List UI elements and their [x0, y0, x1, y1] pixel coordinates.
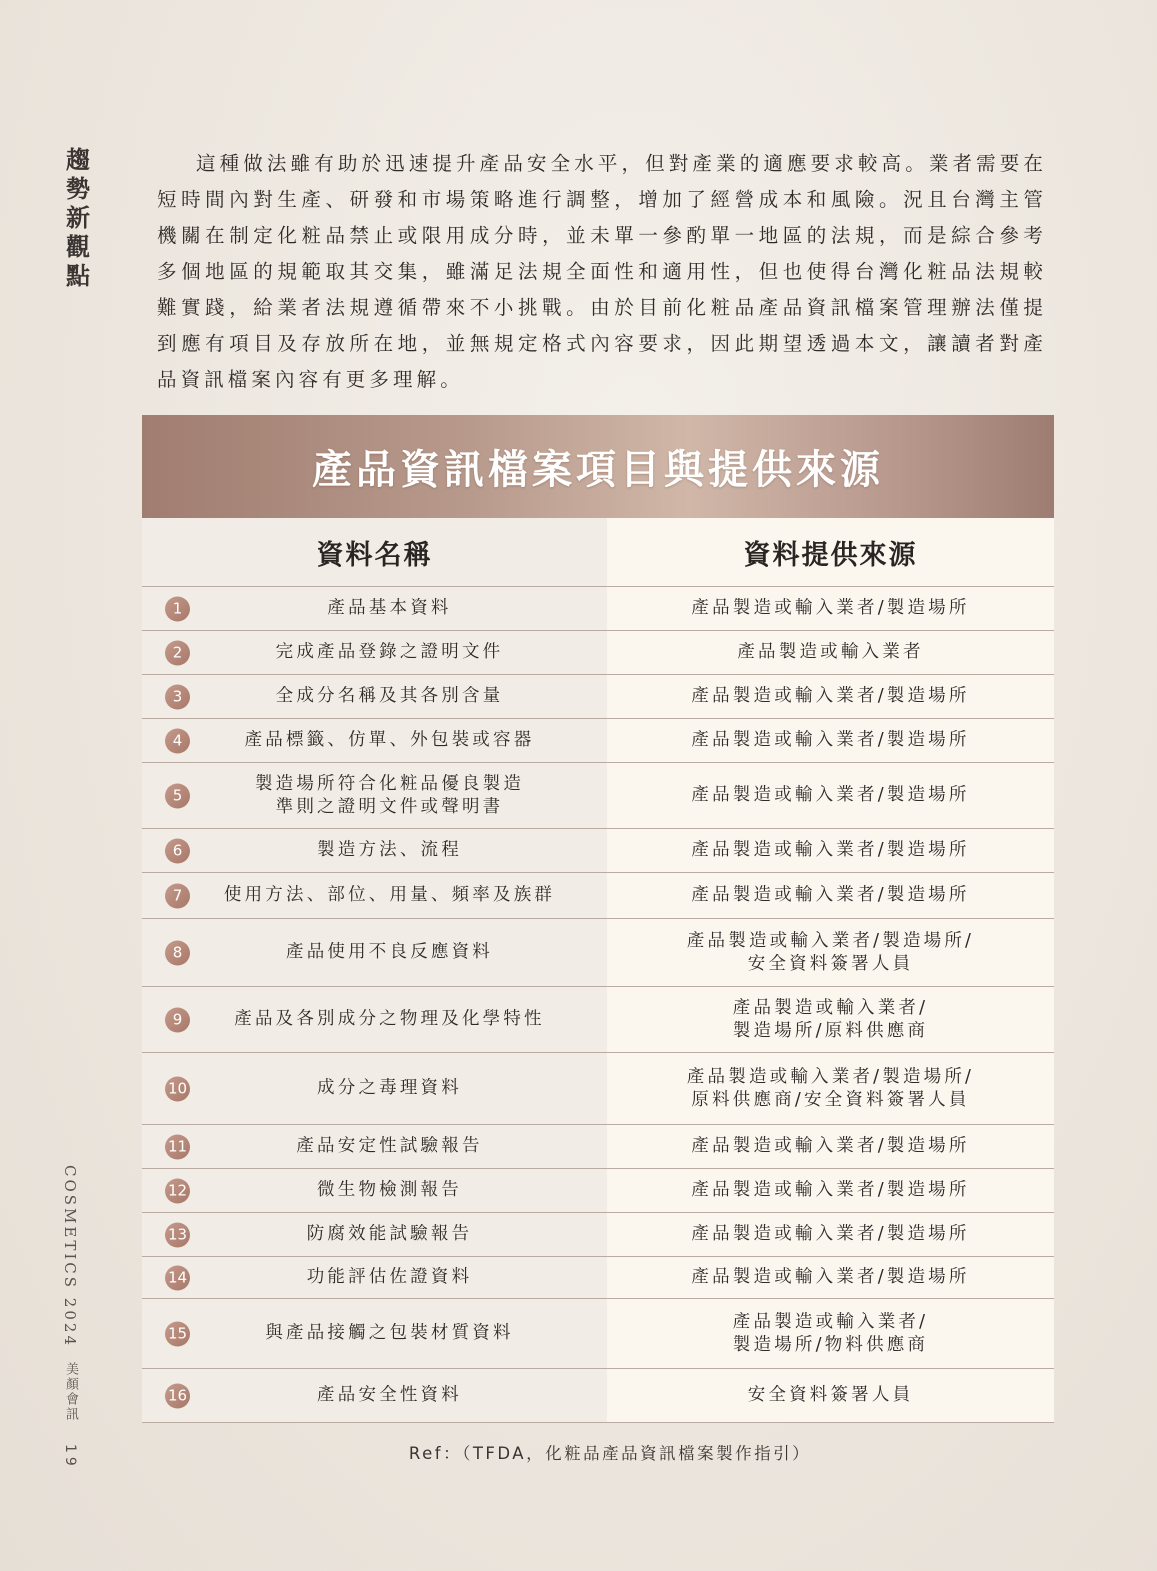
- item-source-line: 產品製造或輸入業者/製造場所: [691, 840, 970, 860]
- item-name-line: 全成分名稱及其各別含量: [275, 686, 504, 706]
- item-source-cell: [607, 719, 1054, 763]
- table-row: [142, 675, 1054, 719]
- item-number-badge: 10: [165, 1076, 190, 1101]
- item-source-cell: [607, 1169, 1054, 1213]
- item-name-cell: [142, 873, 607, 919]
- item-source-line: 產品製造或輸入業者: [737, 642, 924, 662]
- item-name-line: 準則之證明文件或聲明書: [275, 796, 504, 817]
- item-source-line: 產品製造或輸入業者/製造場所: [691, 598, 970, 618]
- item-name-cell: [142, 987, 607, 1053]
- item-source-line: 原料供應商/安全資料簽署人員: [691, 1089, 970, 1110]
- item-source-line: 安全資料簽署人員: [747, 1385, 914, 1405]
- item-number-badge: 15: [165, 1321, 190, 1346]
- item-name-line: 產品及各別成分之物理及化學特性: [234, 1009, 545, 1029]
- item-name-line: 產品安定性試驗報告: [296, 1136, 483, 1156]
- item-source-cell: [607, 1053, 1054, 1125]
- item-number-badge: 12: [165, 1178, 190, 1203]
- table-row: [142, 1053, 1054, 1125]
- item-number-badge: 5: [165, 783, 190, 808]
- item-source-line: 產品製造或輸入業者/製造場所: [691, 730, 970, 750]
- table-title: 產品資訊檔案項目與提供來源: [312, 447, 884, 493]
- item-name-cell: [142, 631, 607, 675]
- section-title-char: 勢: [66, 175, 90, 203]
- item-number-badge: 4: [165, 728, 190, 753]
- item-number-badge: 1: [165, 596, 190, 621]
- table-row: [142, 719, 1054, 763]
- table-row: [142, 1257, 1054, 1299]
- item-number-badge: 16: [165, 1383, 190, 1408]
- item-number-badge: 13: [165, 1222, 190, 1247]
- item-name-line: 產品使用不良反應資料: [286, 942, 493, 962]
- item-name-cell: [142, 1125, 607, 1169]
- table-row: [142, 631, 1054, 675]
- header-source: 資料提供來源: [607, 518, 1054, 587]
- pif-table-container: [142, 415, 1054, 1423]
- item-name-line: 使用方法、部位、用量、頻率及族群: [223, 885, 556, 905]
- table-row: [142, 873, 1054, 919]
- item-name-line: 產品標籤、仿單、外包裝或容器: [244, 730, 535, 750]
- table-row: [142, 1125, 1054, 1169]
- item-name-line: 產品安全性資料: [317, 1385, 462, 1405]
- item-name-line: 微生物檢測報告: [317, 1180, 462, 1200]
- item-number-badge: 2: [165, 640, 190, 665]
- item-name-cell: [142, 1299, 607, 1369]
- item-source-line: 產品製造或輸入業者/製造場所: [691, 885, 970, 905]
- magazine-footer: [61, 1165, 80, 1469]
- item-name-line: 成分之毒理資料: [317, 1078, 462, 1098]
- item-name-line: 產品基本資料: [327, 598, 452, 618]
- item-source-line: 產品製造或輸入業者/製造場所: [691, 1267, 970, 1287]
- item-name-line: 與產品接觸之包裝材質資料: [265, 1323, 514, 1343]
- item-source-cell: [607, 829, 1054, 873]
- section-title-char: 趨: [66, 146, 90, 174]
- item-source-line: 產品製造或輸入業者/製造場所: [691, 1136, 970, 1156]
- item-name-line: 防腐效能試驗報告: [306, 1224, 473, 1244]
- table-row: [142, 987, 1054, 1053]
- item-name-cell: [142, 675, 607, 719]
- header-item-name: 資料名稱: [142, 518, 607, 587]
- item-source-cell: [607, 919, 1054, 987]
- item-source-cell: [607, 675, 1054, 719]
- item-source-cell: [607, 987, 1054, 1053]
- section-title: [60, 146, 96, 291]
- item-source-line: 製造場所/物料供應商: [732, 1334, 929, 1355]
- item-source-line: 產品製造或輸入業者/製造場所/: [686, 1066, 975, 1087]
- item-source-line: 產品製造或輸入業者/製造場所: [691, 1180, 970, 1200]
- item-name-cell: [142, 919, 607, 987]
- table-row: [142, 919, 1054, 987]
- item-source-cell: [607, 1125, 1054, 1169]
- item-number-badge: 9: [165, 1007, 190, 1032]
- item-number-badge: 14: [165, 1265, 190, 1290]
- item-source-cell: [607, 1213, 1054, 1257]
- item-name-line: 製造場所符合化粧品優良製造: [254, 773, 525, 794]
- item-name-cell: [142, 1369, 607, 1423]
- table-row: [142, 829, 1054, 873]
- item-source-cell: [607, 873, 1054, 919]
- item-name-line: 完成產品登錄之證明文件: [275, 642, 504, 662]
- table-body: [142, 587, 1054, 1423]
- item-name-cell: [142, 1257, 607, 1299]
- table-row: [142, 587, 1054, 631]
- magazine-name-cn: 美顏會訊: [63, 1361, 78, 1422]
- table-row: [142, 1169, 1054, 1213]
- item-name-cell: [142, 829, 607, 873]
- item-source-line: 產品製造或輸入業者/: [732, 997, 929, 1018]
- item-source-line: 產品製造或輸入業者/: [732, 1311, 929, 1332]
- item-source-line: 產品製造或輸入業者/製造場所/: [686, 930, 975, 951]
- item-name-cell: [142, 587, 607, 631]
- page-number: 19: [62, 1443, 78, 1470]
- item-source-line: 產品製造或輸入業者/製造場所: [691, 1224, 970, 1244]
- section-title-char: 新: [66, 204, 90, 232]
- item-source-cell: [607, 1299, 1054, 1369]
- item-source-line: 產品製造或輸入業者/製造場所: [691, 686, 970, 706]
- item-source-cell: [607, 587, 1054, 631]
- table-header-row: [142, 518, 1054, 587]
- item-number-badge: 3: [165, 684, 190, 709]
- item-name-cell: [142, 719, 607, 763]
- item-source-cell: [607, 631, 1054, 675]
- pif-table: [142, 518, 1054, 1423]
- item-name-cell: [142, 1213, 607, 1257]
- item-name-line: 功能評估佐證資料: [306, 1267, 473, 1287]
- item-number-badge: 8: [165, 940, 190, 965]
- table-row: [142, 1369, 1054, 1423]
- item-name-cell: [142, 1169, 607, 1213]
- magazine-name: COSMETICS 2024: [61, 1165, 79, 1348]
- table-row: [142, 1299, 1054, 1369]
- section-title-char: 觀: [66, 233, 90, 261]
- item-source-line: 產品製造或輸入業者/製造場所: [691, 785, 970, 805]
- section-title-char: 點: [66, 262, 90, 290]
- item-source-cell: [607, 763, 1054, 829]
- item-number-badge: 7: [165, 883, 190, 908]
- item-number-badge: 11: [165, 1134, 190, 1159]
- item-source-cell: [607, 1257, 1054, 1299]
- item-source-line: 安全資料簽署人員: [747, 953, 914, 974]
- intro-paragraph: 這種做法雖有助於迅速提升產品安全水平，但對產業的適應要求較高。業者需要在短時間內對生產、研發和市場策略進行調整，增加了經營成本和風險。況且台灣主管機關在制定化粧品禁止或限用成分時，並未單一參酌單一地區的法規，而是綜合參考多個地區的規範取其交集，雖滿足法規全面性和適用性，但也使得台灣化粧品法規較難實踐，給業者法規遵循帶來不小挑戰。由於目前化粧品產品資訊檔案管理辦法僅提到應有項目及存放所在地，並無規定格式內容要求，因此期望透過本文，讓讀者對產品資訊檔案內容有更多理解。: [157, 152, 1047, 391]
- table-row: [142, 1213, 1054, 1257]
- table-banner: [142, 415, 1054, 518]
- item-name-line: 製造方法、流程: [317, 840, 462, 860]
- item-name-cell: [142, 763, 607, 829]
- item-source-line: 製造場所/原料供應商: [732, 1020, 929, 1041]
- table-row: [142, 763, 1054, 829]
- item-number-badge: 6: [165, 838, 190, 863]
- reference-note: Ref：（TFDA，化粧品產品資訊檔案製作指引）: [408, 1444, 812, 1463]
- item-name-cell: [142, 1053, 607, 1125]
- item-source-cell: [607, 1369, 1054, 1423]
